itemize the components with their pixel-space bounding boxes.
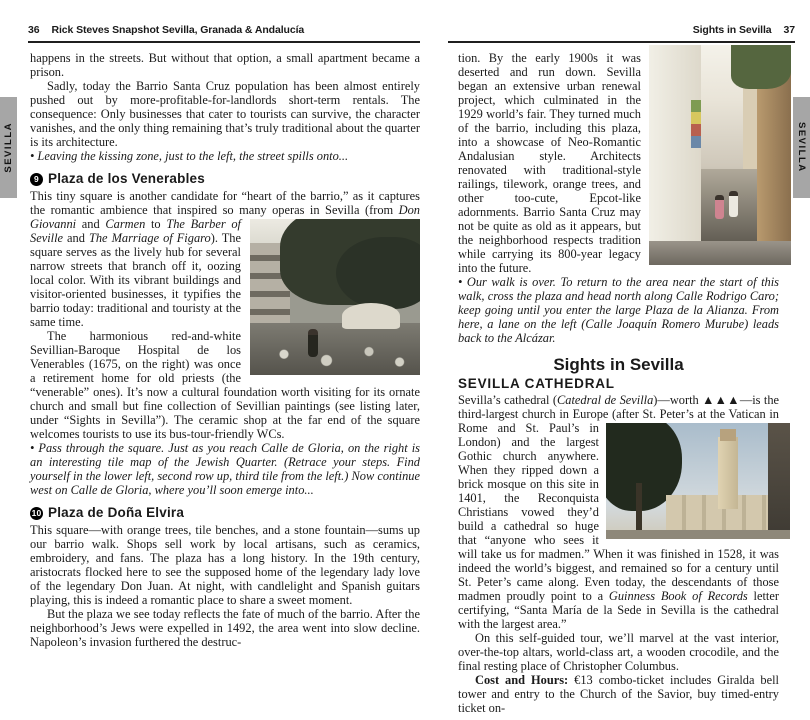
cost-hours-label: Cost and Hours: <box>475 673 569 687</box>
hanging-banners-shape <box>691 100 701 150</box>
text-run: • Pass through the square. Just as you reach Calle de Gloria, on the right is an interesting tile map of the Jewish Quarter. (Retrace your steps. Find yourself in the lower left, second row up, third tile from the left.) Now continue west on Calle de Gloria, where you’ll soon emerge into... <box>30 441 420 497</box>
text-run: The harmonious red-and-white Sevillian-Baroque Hospital de los Venerables (1675, on the right) was once a retirement home for old priests (the “venerable” ones). It’s now a cultural foundation worth visiting for its ornate church and small but fine collection of Sevillian paintings (see listing later, under “Sights in Sevilla”). The ceramic shop at the far end of the square welcomes tourists to use its bus-tour-friendly WCs. <box>30 329 420 441</box>
chapter-tab-label: SEVILLA <box>796 122 807 173</box>
chapter-tab-right <box>793 97 810 198</box>
italic-run: Carmen <box>105 217 146 231</box>
chapter-tab-label: SEVILLA <box>3 122 14 173</box>
paragraph <box>30 51 420 79</box>
text-run: But the plaza we see today reflects the fate of much of the barrio. After the neighborhood’s Jews were expelled in 1492, the area went into slow decline. Napoleon’s invasion furthered the destruc- <box>30 607 420 649</box>
section-heading-label: Plaza de los Venerables <box>48 171 205 186</box>
italic-run: Don Giovanni <box>30 203 420 231</box>
chapter-tab-left <box>0 97 17 198</box>
text-run: and <box>63 231 89 245</box>
left-running-head <box>28 24 420 43</box>
page-number-left: 36 <box>28 24 40 36</box>
cathedral-photo <box>606 423 790 539</box>
section-heading-dona-elvira <box>30 506 420 520</box>
person-shape <box>308 329 318 357</box>
paragraph <box>30 79 420 149</box>
text-run: • Our walk is over. To return to the area near the start of this walk, cross the plaza and head north along Calle Rodrigo Caro; keep going until you enter the large Plaza de la Alianza. From here, a lane on the left (Calle Joaquín Romero Murube) leads back to the Alcázar. <box>458 275 779 345</box>
italic-run: Catedral de Sevilla <box>557 393 654 407</box>
text-run: • Leaving the kissing zone, just to the left, the street spills onto... <box>30 149 349 163</box>
italic-run: The Barber of Seville <box>30 217 241 245</box>
text-run: in Rome and St. Paul’s in London) and the largest Gothic church anywhere. When they ripped down a brick mosque on this site in 1401, the Reconquista Christians vowed they’d build a cathedral so huge that “anyone who sees it will take us for madmen.” When it was finished in 1528, it was indeed the world’s biggest, and remained so for a century until St. Peter’s came along. Even today, the descendants of those madmen proudly point to a <box>458 407 779 603</box>
paragraph <box>458 631 779 673</box>
text-run: )—worth ▲▲▲—is the third-largest church in Europe (after St. Peter’s at the Vatican <box>458 393 780 421</box>
walking-direction-note <box>458 275 779 345</box>
walking-direction-note <box>30 441 420 497</box>
text-run: Sadly, today the Barrio Santa Cruz population has been almost entirely pushed out by more-profitable-for-landlords short-term rentals. The consequence: Only businesses that cater to tourists can survive, the character vanishes, and the only thing remaining that’s truly traditional about the quarter is its architecture. <box>30 79 420 149</box>
text-run: Sevilla’s cathedral ( <box>458 393 558 407</box>
text-run: happens in the streets. But without that option, a small apartment became a prison. <box>30 51 420 79</box>
foreground-shape <box>606 530 790 539</box>
section-heading-label: Plaza de Doña Elvira <box>48 505 185 520</box>
left-wall-shape <box>649 45 701 265</box>
pedestrian-shape <box>729 191 738 217</box>
paragraph <box>30 523 420 607</box>
plaza-venerables-photo <box>250 219 420 375</box>
paragraph <box>458 51 779 275</box>
paragraph <box>30 607 420 649</box>
text-run: and <box>76 217 106 231</box>
text-run: to <box>145 217 167 231</box>
street-shape <box>649 241 791 265</box>
pedestrian-shape <box>715 195 724 219</box>
right-page-column <box>458 51 779 715</box>
text-run: tion. By the early 1900s it was deserted and run down. Sevilla began an extensive urban renewal project, which culminated in the 1929 world’s fair. They turned much of the barrio, including this plaza, into a showcase of Neo-Romantic Andalusian style. Architects renovated with traditional-style railings, tilework, orange trees, and other too-cute, Epcot-like adornments. Barrio Santa Cruz may not be quite as old as it appears, but the neighborhood respects tradition while carrying its 800-year legacy into the future. <box>458 51 641 275</box>
chapter-heading <box>458 355 779 374</box>
text-run: This square—with orange trees, tile benches, and a stone fountain—sums up our barrio walk. Shops sell work by local artisans, such as ceramics, embroidery, and fans. The plaza has a long history. In the 19th century, aristocrats flocked here to see the supposed home of the legendary lady love of the legendary Don Juan. At night, with candlelight and Spanish guitars playing, this is indeed a romantic place to share a sweet moment. <box>30 523 420 607</box>
sight-heading-label: SEVILLA CATHEDRAL <box>458 376 615 391</box>
text-run: Sevilla (from <box>325 203 399 217</box>
text-run: ). The square serves as the lively hub for several narrow streets that branch off it, oozing local color. With its vibrant buildings and visitor-oriented businesses, it typifies the barrio today: traditional and touristy at the same time. <box>30 231 241 329</box>
dark-building-shape <box>768 423 790 539</box>
book-title: Rick Steves Snapshot Sevilla, Granada & Andalucía <box>51 24 305 36</box>
text-run: €13 combo-ticket includes Giralda bell tower and entry to the Church of the Savior, buy timed-entry ticket on- <box>458 673 780 715</box>
italic-run: Guinness Book of Records <box>608 589 748 603</box>
stop-number-badge: 10 <box>31 507 42 518</box>
belfry-shape <box>720 429 736 441</box>
stop-number-badge: 9 <box>30 173 43 186</box>
italic-run: The Marriage of Figaro <box>88 231 211 245</box>
cafe-tables-shape <box>250 323 420 375</box>
sight-heading-cathedral <box>458 377 779 391</box>
text-run: On this self-guided tour, we’ll marvel at the vast interior, over-the-top altars, world-class art, a wooden crocodile, and the final resting place of Christopher Columbus. <box>458 631 779 673</box>
left-page-column <box>30 51 420 649</box>
paragraph <box>458 673 779 715</box>
barrio-street-photo <box>649 45 791 265</box>
chapter-title: Sights in Sevilla <box>692 24 772 36</box>
walking-direction-note <box>30 149 420 163</box>
text-run: This tiny square is another candidate for “heart of the barrio,” as it captures the romantic ambience that inspired so many operas in <box>30 189 420 217</box>
text-run: letter certifying, “Santa María de la Sede in Sevilla is the cathedral with the largest area.” <box>458 589 779 631</box>
page-number-right: 37 <box>783 24 795 36</box>
chapter-heading-label: Sights in Sevilla <box>553 355 684 374</box>
right-running-head <box>448 24 795 43</box>
greenery-shape <box>731 45 791 89</box>
paragraph <box>30 189 420 329</box>
section-heading-venerables <box>30 172 420 186</box>
parasol-shape <box>342 303 400 329</box>
paragraph <box>458 393 779 631</box>
giralda-tower-shape <box>718 437 738 509</box>
